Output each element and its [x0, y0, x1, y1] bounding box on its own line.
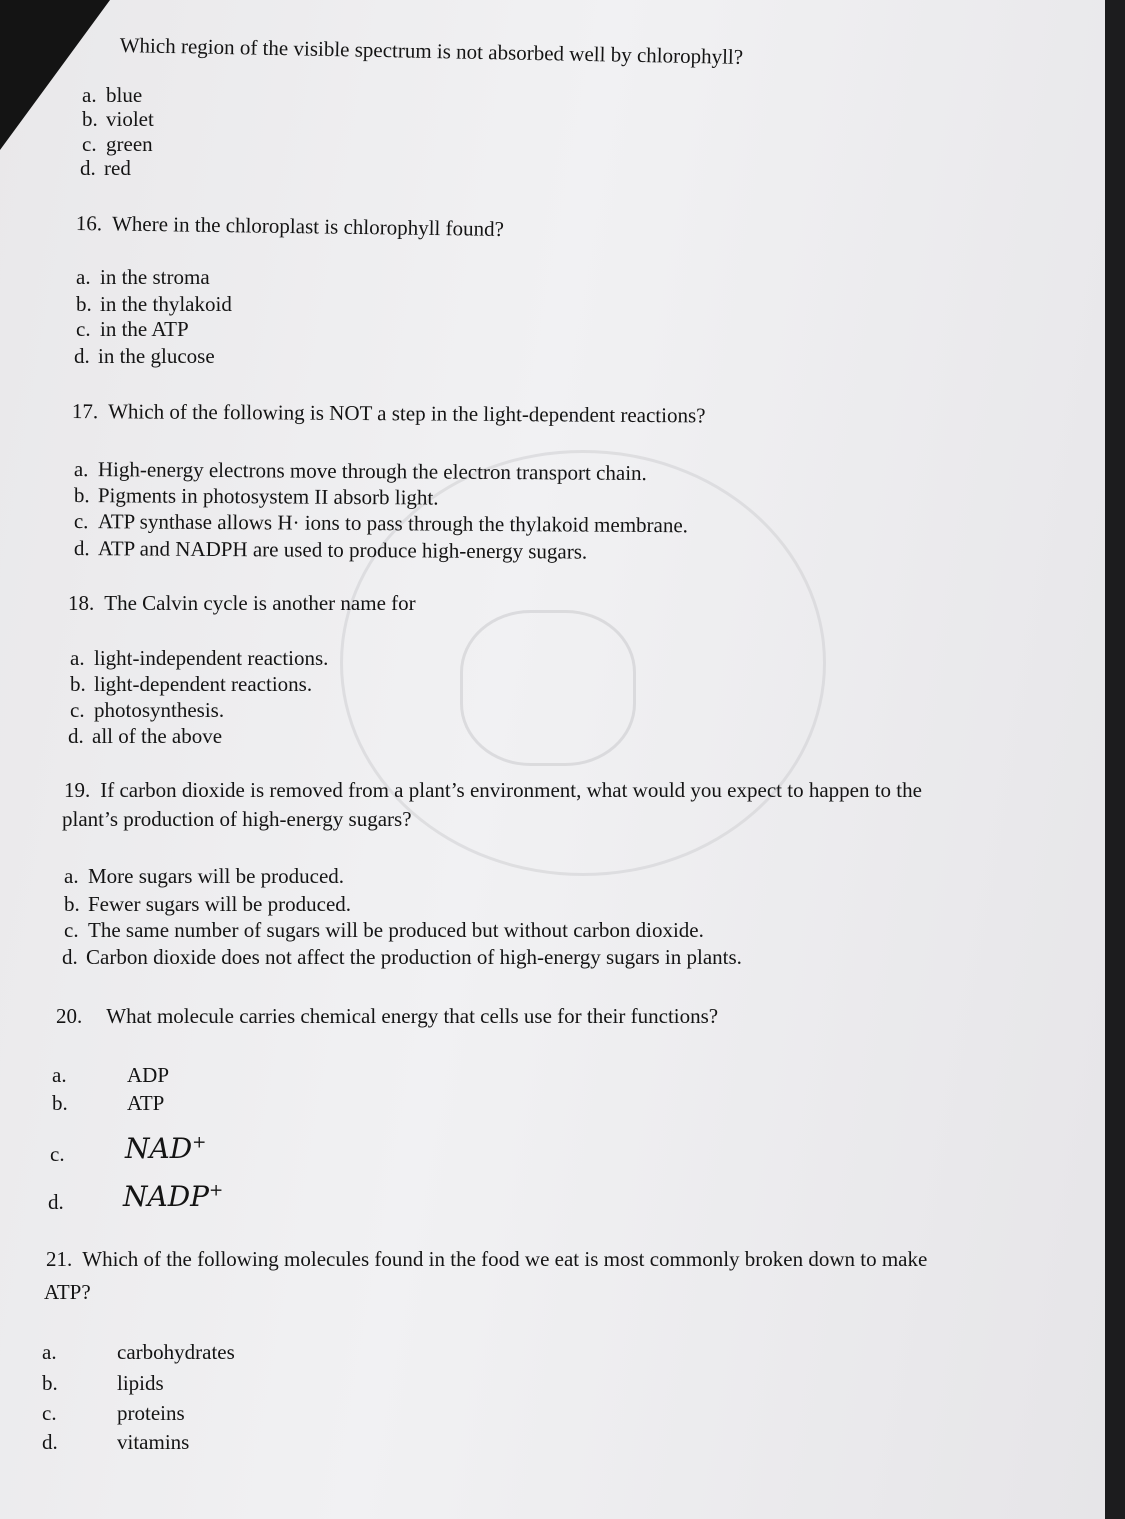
q19-option-c: [64, 917, 704, 943]
option-text: carbohydrates: [117, 1340, 235, 1364]
question-number: 17.: [71, 398, 99, 424]
option-text: blue: [106, 83, 143, 107]
option-text: [125, 1132, 206, 1165]
q18-option-d: [68, 723, 222, 749]
question-number: 19.: [64, 778, 91, 802]
question-19-text-line1: If carbon dioxide is removed from a plant’s environment, what would you expect to happen to the: [100, 778, 922, 802]
option-letter: c.: [73, 508, 89, 534]
chem-superscript: +: [192, 1133, 207, 1153]
q17-option-b: [74, 482, 439, 511]
option-letter: a.: [42, 1340, 57, 1364]
q16-option-c: [76, 316, 189, 342]
option-letter: c.: [64, 918, 79, 942]
q18-option-b: [70, 671, 312, 697]
option-letter: a.: [70, 646, 85, 670]
q18-option-c: [70, 697, 224, 723]
q19-option-a: [64, 863, 344, 889]
question-16: [76, 210, 504, 242]
option-text: lipids: [117, 1371, 164, 1395]
option-letter: d.: [74, 344, 90, 368]
option-text: green: [106, 132, 153, 156]
option-text: High-energy electrons move through the electron transport chain.: [97, 457, 647, 485]
q21-option-b: [42, 1370, 164, 1396]
question-19-text-line2: plant’s production of high-energy sugars?: [62, 807, 412, 831]
option-text: vitamins: [117, 1430, 190, 1454]
option-letter: d.: [80, 156, 96, 180]
option-text: ATP and NADPH are used to produce high-energy sugars.: [97, 536, 588, 564]
q19-option-d: [62, 944, 742, 970]
option-text: red: [104, 156, 131, 180]
question-number: 21.: [46, 1247, 73, 1271]
option-text: proteins: [117, 1401, 185, 1425]
option-letter: b.: [82, 107, 98, 131]
option-text: ATP synthase allows H· ions to pass through the thylakoid membrane.: [97, 509, 689, 538]
option-letter: c.: [76, 317, 91, 341]
option-letter: a.: [82, 83, 97, 107]
q20-option-c: [50, 1130, 206, 1167]
chem-formula: NAD: [125, 1132, 193, 1166]
option-text: Carbon dioxide does not affect the production of high-energy sugars in plants.: [86, 945, 742, 969]
option-letter: d.: [42, 1430, 58, 1454]
option-text: in the thylakoid: [100, 292, 232, 316]
chem-superscript: +: [209, 1181, 224, 1201]
q16-option-a: [76, 264, 210, 290]
option-text: photosynthesis.: [94, 698, 225, 722]
question-number: 20.: [56, 1004, 83, 1028]
question-18: [68, 590, 416, 616]
option-letter: b.: [52, 1091, 68, 1115]
option-letter: b.: [70, 672, 86, 696]
option-text: in the ATP: [100, 317, 189, 341]
bleed-through-diagram-inner: [460, 610, 636, 766]
option-text: ADP: [127, 1063, 170, 1087]
option-letter: a.: [73, 456, 89, 482]
option-text: in the stroma: [100, 265, 210, 289]
question-21-text-line1: Which of the following molecules found in the food we eat is most commonly broken down to make: [82, 1247, 928, 1271]
option-letter: c.: [50, 1141, 65, 1166]
q21-option-a: [42, 1339, 235, 1365]
option-letter: d.: [73, 536, 90, 561]
q21-option-d: [42, 1429, 189, 1455]
option-text: light-dependent reactions.: [94, 672, 313, 696]
option-letter: b.: [73, 482, 90, 508]
option-letter: c.: [42, 1401, 57, 1425]
q17-option-a: [74, 456, 647, 486]
question-15-text: Which region of the visible spectrum is not absorbed well by chlorophyll?: [119, 32, 744, 69]
question-16-text: Where in the chloroplast is chlorophyll found?: [111, 211, 505, 241]
question-19: [64, 777, 922, 803]
option-text: in the glucose: [98, 344, 215, 368]
option-text: Pigments in photosystem II absorb light.: [97, 483, 439, 510]
q15-option-d: [80, 155, 131, 181]
option-letter: a.: [52, 1063, 67, 1087]
q21-option-c: [42, 1400, 185, 1426]
question-17: [72, 398, 706, 428]
dark-background-corner: [0, 0, 110, 150]
q20-option-a: [52, 1062, 169, 1088]
q18-option-a: [70, 645, 328, 671]
chem-formula: NADP: [123, 1180, 210, 1214]
question-number: 18.: [68, 591, 95, 615]
question-17-text: Which of the following is NOT a step in the light-dependent reactions?: [108, 399, 706, 428]
option-letter: a.: [64, 864, 79, 888]
option-text: [123, 1180, 223, 1213]
option-letter: c.: [70, 698, 85, 722]
question-20: [56, 1003, 718, 1029]
option-text: The same number of sugars will be produced but without carbon dioxide.: [88, 918, 704, 942]
question-number: 16.: [75, 210, 103, 236]
option-text: More sugars will be produced.: [88, 864, 345, 888]
option-text: all of the above: [92, 724, 223, 748]
question-21-text-line2: ATP?: [44, 1280, 91, 1304]
option-letter: c.: [82, 132, 97, 156]
question-15: [120, 32, 744, 70]
question-18-text: The Calvin cycle is another name for: [104, 591, 416, 615]
q16-option-d: [74, 343, 215, 369]
question-21: [46, 1246, 927, 1272]
option-letter: b.: [64, 892, 80, 916]
option-letter: d.: [68, 724, 84, 748]
option-letter: a.: [76, 265, 91, 289]
option-letter: d.: [62, 945, 78, 969]
option-letter: b.: [42, 1371, 58, 1395]
option-text: violet: [106, 107, 154, 131]
q19-option-b: [64, 891, 351, 917]
q17-option-c: [74, 508, 688, 538]
q20-option-d: [48, 1178, 223, 1215]
question-21-line2: [44, 1279, 91, 1305]
q16-option-b: [76, 291, 232, 317]
question-20-text: What molecule carries chemical energy that cells use for their functions?: [106, 1004, 719, 1028]
question-19-line2: [62, 806, 412, 832]
option-text: ATP: [127, 1091, 165, 1115]
q17-option-d: [74, 535, 587, 565]
option-text: Fewer sugars will be produced.: [88, 892, 352, 916]
option-letter: b.: [76, 292, 92, 316]
q20-option-b: [52, 1090, 164, 1116]
option-letter: d.: [48, 1189, 64, 1214]
option-text: light-independent reactions.: [94, 646, 329, 670]
